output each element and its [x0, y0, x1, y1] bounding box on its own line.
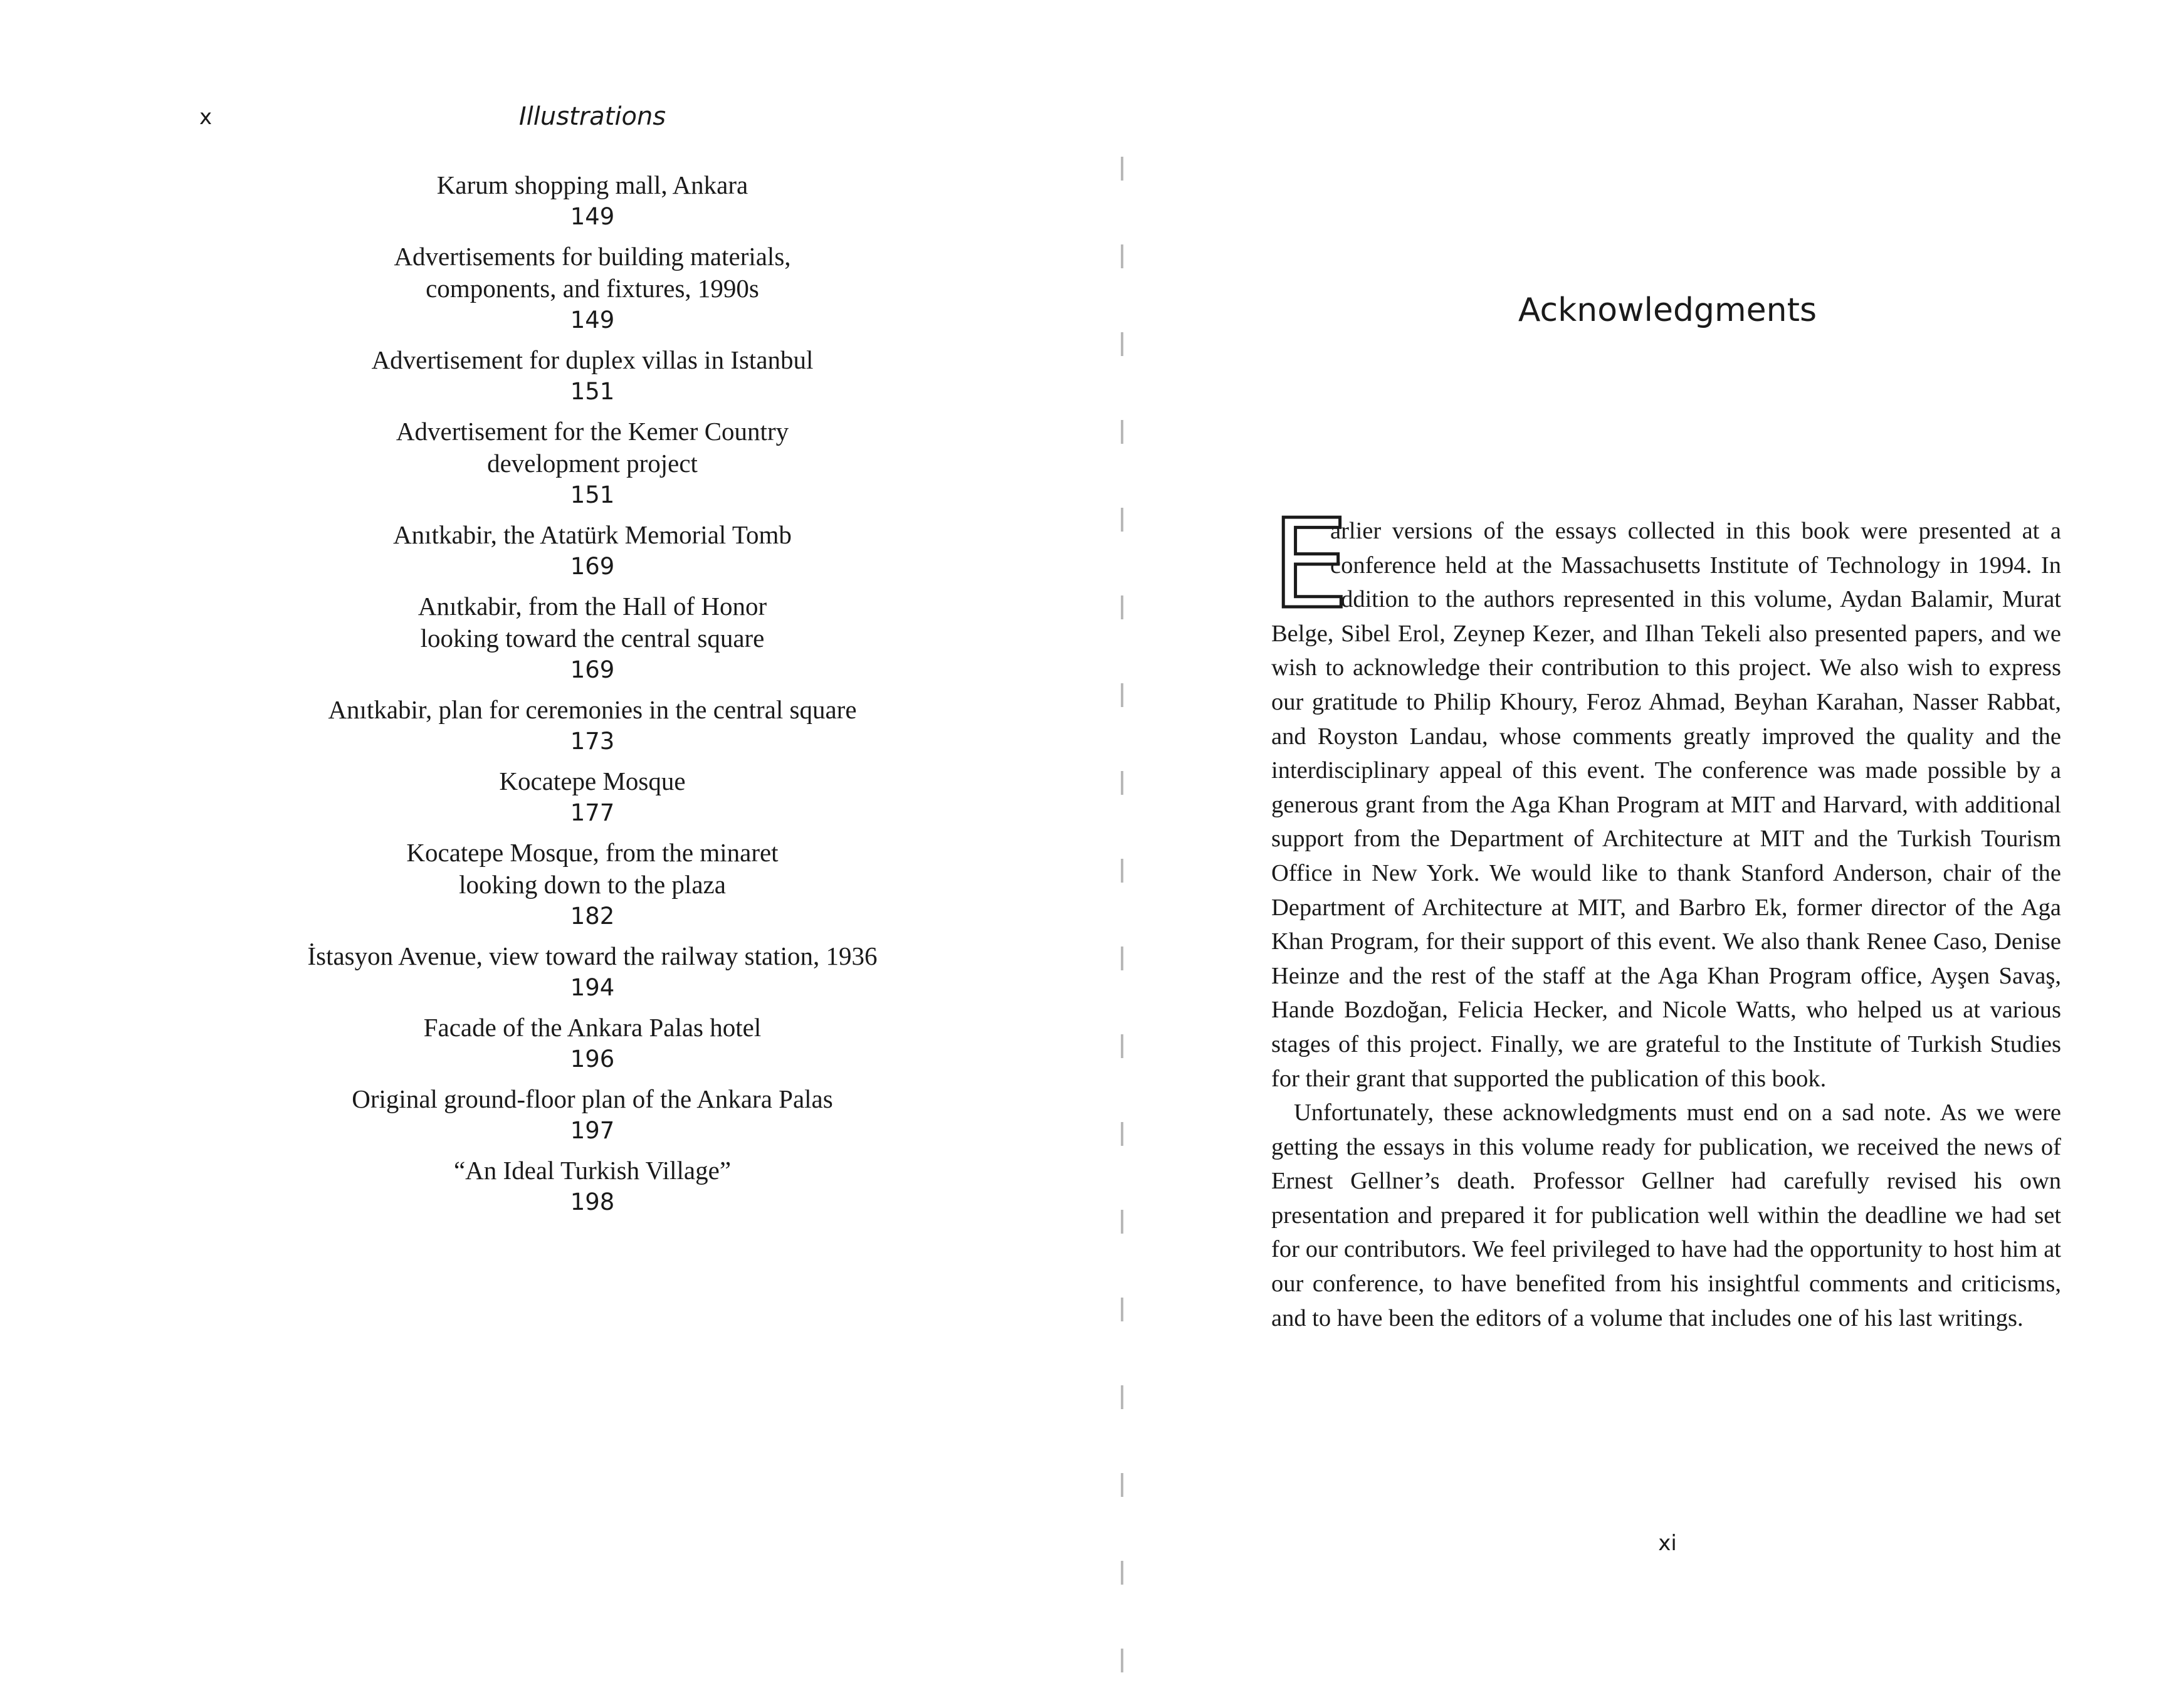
illustration-caption: İstasyon Avenue, view toward the railway station, 1936: [307, 942, 878, 970]
list-item: [251, 1012, 934, 1074]
illustration-caption: Advertisement for the Kemer Country development project: [396, 417, 789, 478]
list-item: [251, 837, 934, 931]
list-item: [251, 694, 934, 757]
illustration-page-number: 198: [570, 1188, 615, 1215]
paragraph-2: Unfortunately, these acknowledgments must end on a sad note. As we were getting the essays in this volume ready for publication, we received the news of Ernest Gellner’s death. Professor Gellner had carefully revised his own presentation and prepared it for publication well within the deadline we had set for our contributors. We feel privileged to have had the opportunity to host him at our conference, to have benefited from his insightful comments and criticisms, and to have been the editors of a volume that includes one of his last writings.: [1271, 1099, 2061, 1331]
illustration-caption: “An Ideal Turkish Village”: [453, 1156, 732, 1185]
list-item: [251, 344, 934, 407]
illustration-caption: Advertisement for duplex villas in Istanbul: [371, 345, 814, 374]
running-head: Illustrations: [518, 102, 666, 131]
illustrations-list: [251, 169, 934, 1226]
illustration-page-number: 173: [570, 728, 615, 755]
illustration-caption: Kocatepe Mosque: [499, 767, 686, 795]
drop-cap: [1271, 493, 1349, 636]
illustration-caption: Original ground-floor plan of the Ankara Palas: [352, 1084, 833, 1113]
illustration-caption: Advertisements for building materials, components, and fixtures, 1990s: [394, 242, 791, 303]
illustration-caption: Anıtkabir, the Atatürk Memorial Tomb: [393, 520, 792, 549]
illustration-page-number: 194: [570, 974, 615, 1001]
illustration-caption: Facade of the Ankara Palas hotel: [423, 1013, 762, 1042]
list-item: [251, 940, 934, 1003]
illustration-caption: Karum shopping mall, Ankara: [436, 170, 748, 199]
illustration-page-number: 149: [570, 203, 615, 230]
illustration-page-number: 196: [570, 1046, 615, 1073]
illustration-page-number: 182: [570, 903, 615, 930]
list-item: [251, 169, 934, 232]
illustration-caption: Anıtkabir, from the Hall of Honor looking toward the central square: [417, 592, 767, 653]
right-page-number: xi: [1658, 1531, 1677, 1556]
book-gutter: [1121, 157, 1123, 1692]
list-item: [251, 765, 934, 828]
illustration-page-number: 169: [570, 553, 615, 580]
list-item: [251, 1083, 934, 1146]
paragraph-1: [1271, 493, 2061, 1096]
list-item: [251, 519, 934, 582]
illustration-page-number: 177: [570, 799, 615, 826]
illustration-caption: Anıtkabir, plan for ceremonies in the central square: [328, 695, 857, 724]
illustration-page-number: 151: [570, 378, 615, 405]
list-item: [251, 241, 934, 335]
list-item: [251, 416, 934, 510]
illustration-page-number: 169: [570, 656, 615, 683]
list-item: [251, 590, 934, 685]
acknowledgments-body: [1271, 493, 2061, 1335]
page-title: Acknowledgments: [1518, 291, 1817, 329]
illustration-caption: Kocatepe Mosque, from the minaret looking down to the plaza: [406, 838, 779, 899]
illustration-page-number: 197: [570, 1117, 615, 1144]
left-page-number: x: [199, 105, 213, 130]
illustration-page-number: 149: [570, 307, 615, 333]
drop-cap-letter: E: [1271, 493, 1349, 636]
list-item: [251, 1155, 934, 1217]
illustration-page-number: 151: [570, 481, 615, 508]
paragraph-1-text: arlier versions of the essays collected in this book were presented at a conference held at the Massachusetts Institute of Technology in 1994. In addition to the authors represented in this volume, Aydan Balamir, Murat Belge, Sibel Erol, Zeynep Kezer, and Ilhan Tekeli also presented papers, and we wish to acknowledge their contribution to this project. We also wish to express our gratitude to Philip Khoury, Feroz Ahmad, Beyhan Karahan, Nasser Rabbat, and Royston Landau, whose comments greatly improved the quality and the interdisciplinary appeal of this event. The conference was made possible by a generous grant from the Aga Khan Program at MIT and Harvard, with additional support from the Department of Architecture at MIT and the Turkish Tourism Office in New York. We would like to thank Stanford Anderson, chair of the Department of Architecture at MIT, and Barbro Ek, former director of the Aga Khan Program, for their support of this event. We also thank Renee Caso, Denise Heinze and the rest of the staff at the Aga Khan Program office, Ayşen Savaş, Hande Bozdoğan, Felicia Hecker, and Nicole Watts, who helped us at various stages of this project. Finally, we are grateful to the Institute of Turkish Studies for their grant that supported the publication of this book.: [1271, 518, 2061, 1092]
